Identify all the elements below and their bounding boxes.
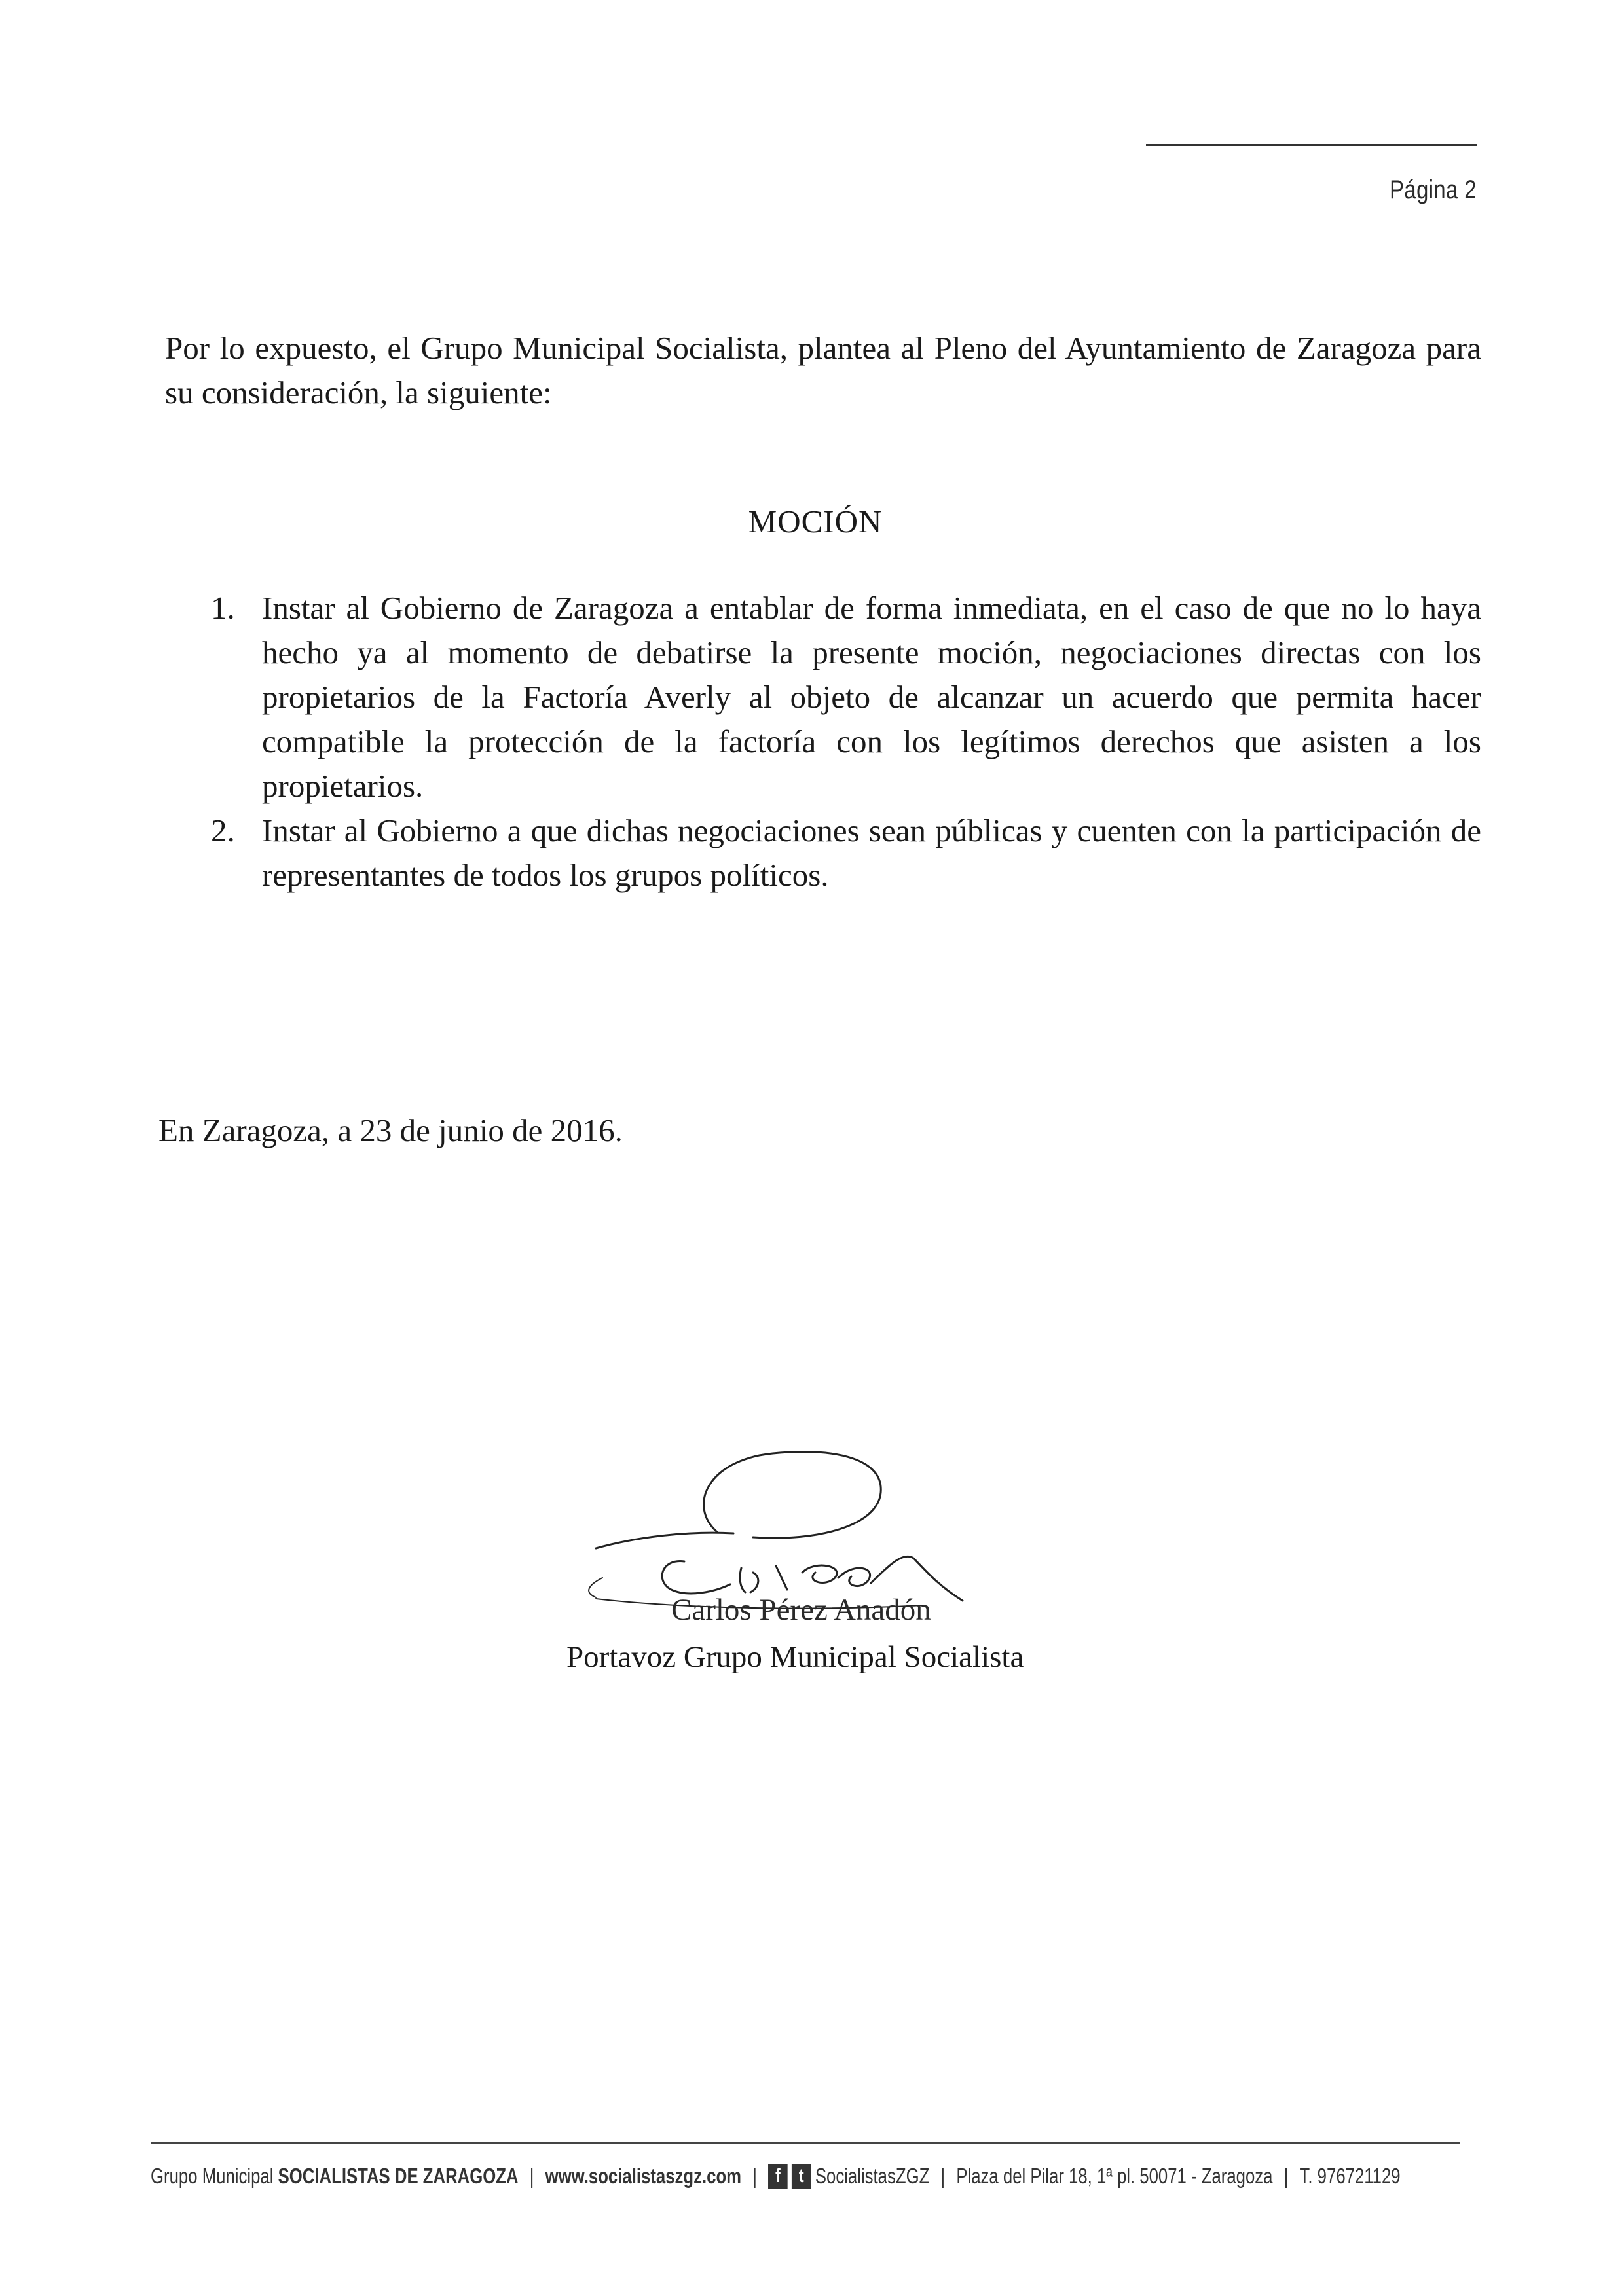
footer-group-name: SOCIALISTAS DE ZARAGOZA	[278, 2164, 519, 2188]
motion-item-2	[196, 809, 1481, 898]
footer-social-handle: SocialistasZGZ	[815, 2164, 930, 2188]
signer-role: Portavoz Grupo Municipal Socialista	[566, 1640, 1024, 1674]
footer-phone: T. 976721129	[1299, 2164, 1401, 2188]
page-number: Página 2	[1390, 175, 1477, 204]
signer-name: Carlos Pérez Anadón	[671, 1593, 931, 1627]
signature-block	[557, 1421, 1067, 1696]
footer-rule	[151, 2142, 1460, 2144]
footer	[151, 2164, 1417, 2189]
header-rule	[1146, 144, 1477, 146]
footer-address: Plaza del Pilar 18, 1ª pl. 50071 - Zaragoza	[956, 2164, 1273, 2188]
motion-title: MOCIÓN	[748, 503, 883, 539]
footer-separator: |	[752, 2164, 757, 2188]
motion-item-text: Instar al Gobierno a que dichas negociaciones sean públicas y cuenten con la participación de representantes de todos los grupos políticos.	[262, 812, 1481, 893]
handwritten-signature	[557, 1421, 1067, 1617]
intro-paragraph: Por lo expuesto, el Grupo Municipal Socialista, plantea al Pleno del Ayuntamiento de Zaragoza para su consideración, la siguiente:	[165, 330, 1481, 410]
motion-list	[196, 586, 1481, 898]
motion-item-number: 2.	[211, 812, 235, 848]
place-date: En Zaragoza, a 23 de junio de 2016.	[158, 1112, 623, 1148]
motion-item-number: 1.	[211, 590, 235, 626]
footer-separator: |	[1283, 2164, 1289, 2188]
motion-item-1	[196, 586, 1481, 809]
twitter-icon: t	[792, 2164, 811, 2189]
motion-item-text: Instar al Gobierno de Zaragoza a entablar de forma inmediata, en el caso de que no lo haya hecho ya al momento de debatirse la presente moción, negociaciones directas con los propietarios de la Factoría Averly al objeto de alcanzar un acuerdo que permita hacer compatible la protección de la factoría con los legítimos derechos que asisten a los propietarios.	[262, 590, 1481, 804]
footer-group-prefix: Grupo Municipal	[151, 2164, 274, 2188]
footer-website: www.socialistaszgz.com	[545, 2164, 742, 2188]
footer-separator: |	[940, 2164, 946, 2188]
footer-separator: |	[529, 2164, 534, 2188]
facebook-icon: f	[768, 2164, 788, 2189]
